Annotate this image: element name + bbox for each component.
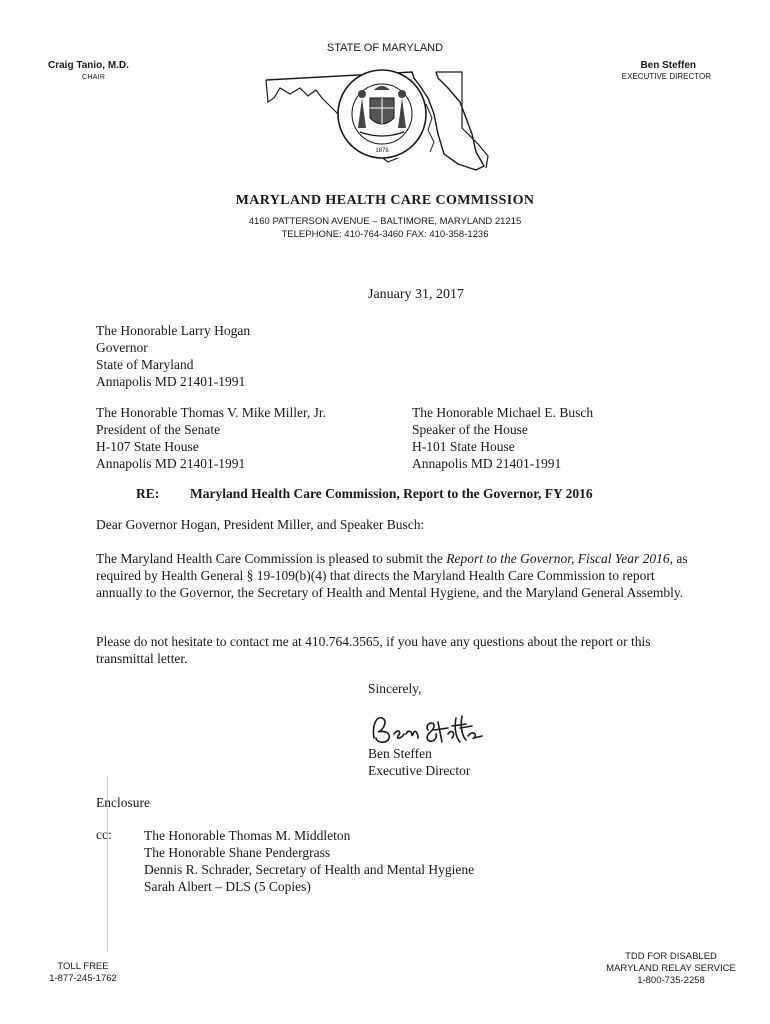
toll-free-number: 1-877-245-1762 (49, 973, 117, 984)
recipient-governor (96, 322, 250, 390)
recipient-line: Governor (96, 340, 148, 355)
maryland-map-seal-icon (262, 58, 502, 178)
org-phone: TELEPHONE: 410-764-3460 FAX: 410-358-1236 (281, 229, 489, 240)
recipient-line: Speaker of the House (412, 422, 528, 437)
closing: Sincerely, (368, 681, 422, 696)
cc-label: cc: (96, 827, 112, 842)
org-name: MARYLAND HEALTH CARE COMMISSION (235, 193, 535, 208)
letter-date: January 31, 2017 (368, 287, 465, 302)
toll-free-block (28, 961, 138, 985)
signer-title: Executive Director (368, 763, 471, 778)
body-paragraph-2: Please do not hesitate to contact me at 410.764.3565, if you have any questions about the report or this transmittal letter. (96, 634, 651, 666)
relay-service-label: MARYLAND RELAY SERVICE (606, 963, 736, 974)
recipient-line: Annapolis MD 21401-1991 (96, 374, 246, 389)
tdd-number: 1-800-735-2258 (637, 975, 705, 986)
enclosure-note: Enclosure (96, 795, 150, 810)
body-paragraph-1 (96, 550, 696, 601)
org-address: 4160 PATTERSON AVENUE – BALTIMORE, MARYLAND 21215 (248, 216, 522, 227)
re-label: RE: (136, 486, 160, 501)
recipient-line: Annapolis MD 21401-1991 (96, 456, 246, 471)
cc-item: The Honorable Thomas M. Middleton (144, 828, 351, 843)
recipient-line: The Honorable Thomas V. Mike Miller, Jr. (96, 405, 327, 420)
chair-name: Craig Tanio, M.D. (48, 60, 129, 71)
para1-text: as required by Health General § 19-109(b)(4) that directs the Maryland Health Care Commission to report annually to the Governor, the Secretary of Health and Mental Hygiene, and the Maryland General Assembly. (96, 551, 688, 600)
recipient-senate (96, 404, 326, 472)
recipient-line: Annapolis MD 21401-1991 (412, 456, 562, 471)
recipient-line: The Honorable Michael E. Busch (412, 405, 594, 420)
signature-icon (368, 708, 488, 748)
chair-title: CHAIR (82, 74, 106, 81)
re-subject: Maryland Health Care Commission, Report to the Governor, FY 2016 (190, 486, 593, 501)
recipient-line: H-107 State House (96, 439, 199, 454)
state-title: STATE OF MARYLAND (326, 42, 444, 54)
director-name: Ben Steffen (640, 60, 696, 71)
recipient-line: President of the Senate (96, 422, 221, 437)
toll-free-label: TOLL FREE (57, 961, 109, 972)
cc-item: Dennis R. Schrader, Secretary of Health and Mental Hygiene (144, 862, 475, 877)
cc-item: The Honorable Shane Pendergrass (144, 845, 331, 860)
tdd-block (596, 951, 746, 987)
seal-year: 1876 (375, 148, 389, 154)
recipient-line: The Honorable Larry Hogan (96, 323, 251, 338)
recipient-line: State of Maryland (96, 357, 194, 372)
recipient-line: H-101 State House (412, 439, 515, 454)
cc-list (144, 827, 474, 895)
cc-item: Sarah Albert – DLS (5 Copies) (144, 879, 311, 894)
para1-text: The Maryland Health Care Commission is pleased to submit the (96, 551, 447, 566)
recipient-house (412, 404, 593, 472)
signer-name: Ben Steffen (368, 746, 432, 761)
director-title: EXECUTIVE DIRECTOR (621, 72, 711, 81)
report-title: Report to the Governor, Fiscal Year 2016, (446, 551, 673, 566)
salutation: Dear Governor Hogan, President Miller, and Speaker Busch: (96, 517, 425, 532)
tdd-label: TDD FOR DISABLED (625, 951, 717, 962)
